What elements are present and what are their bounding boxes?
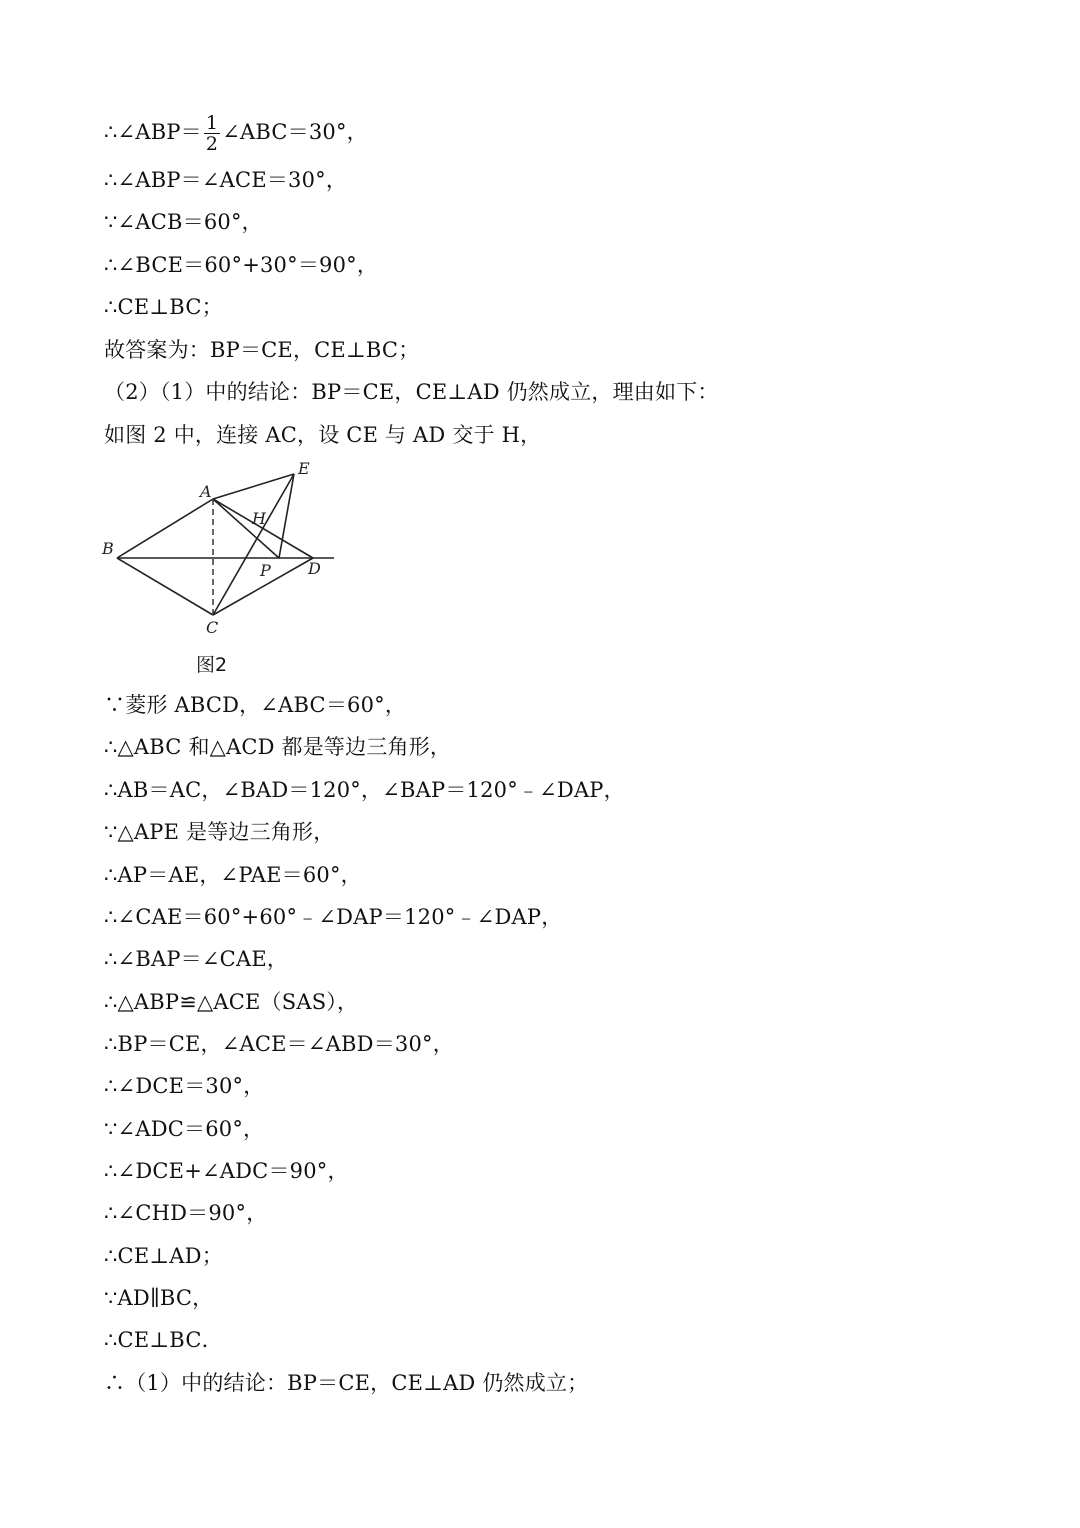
segment-ab: [117, 499, 213, 558]
label-b: B: [102, 539, 114, 558]
answer-line: 故答案为：BP＝CE，CE⊥BC；: [104, 338, 420, 362]
proof-line-adc: ∵∠ADC＝60°，: [104, 1117, 265, 1141]
proof-line-parallel: ∵AD∥BC，: [104, 1286, 214, 1310]
proof-line-5: ∴CE⊥BC；: [104, 295, 223, 319]
proof-conclusion: ∴（1）中的结论：BP＝CE，CE⊥AD 仍然成立；: [104, 1371, 589, 1395]
segment-bc: [117, 558, 213, 615]
label-a: A: [200, 482, 212, 501]
part-2-heading: （2）（1）中的结论：BP＝CE，CE⊥AD 仍然成立，理由如下：: [104, 380, 719, 404]
proof-line-rhombus: ∵菱形 ABCD，∠ABC＝60°，: [104, 693, 407, 717]
proof-line-bap-cae: ∴∠BAP＝∠CAE，: [104, 947, 289, 971]
proof-line-ab-ac: ∴AB＝AC，∠BAD＝120°，∠BAP＝120°﹣∠DAP，: [104, 778, 625, 802]
figure-intro-line: 如图 2 中，连接 AC，设 CE 与 AD 交于 H，: [104, 423, 542, 447]
proof-line-1: [104, 113, 368, 154]
label-d: D: [308, 559, 321, 578]
proof-line-ape: ∵△APE 是等边三角形，: [104, 820, 335, 844]
geometry-figure: [96, 452, 346, 642]
proof-line-ap-ae: ∴AP＝AE，∠PAE＝60°，: [104, 863, 362, 887]
proof-line-equilateral: ∴△ABC 和△ACD 都是等边三角形，: [104, 735, 452, 759]
fraction-numerator: 1: [205, 112, 219, 134]
proof-line-ce-bc: ∴CE⊥BC．: [104, 1328, 223, 1352]
proof-line-1-prefix: ∴∠ABP＝: [104, 120, 202, 144]
proof-line-3: ∵∠ACB＝60°，: [104, 210, 263, 234]
proof-line-congruent: ∴△ABP≌△ACE（SAS），: [104, 990, 359, 1014]
fraction-denominator: 2: [205, 133, 219, 155]
proof-line-chd: ∴∠CHD＝90°，: [104, 1201, 268, 1225]
label-c: C: [206, 618, 219, 637]
proof-line-cae: ∴∠CAE＝60°+60°﹣∠DAP＝120°﹣∠DAP，: [104, 905, 563, 929]
figure-caption: 图2: [196, 654, 228, 676]
proof-line-ce-ad: ∴CE⊥AD；: [104, 1244, 223, 1268]
proof-line-1-suffix: ∠ABC＝30°，: [222, 120, 368, 144]
label-p: P: [260, 561, 271, 580]
proof-line-dce: ∴∠DCE＝30°，: [104, 1074, 265, 1098]
label-h: H: [252, 509, 266, 528]
label-e: E: [298, 459, 310, 478]
proof-line-2: ∴∠ABP＝∠ACE＝30°，: [104, 168, 348, 192]
segment-ap: [213, 499, 279, 558]
fraction-one-half: [204, 113, 220, 154]
proof-line-4: ∴∠BCE＝60°+30°＝90°，: [104, 253, 379, 277]
proof-line-sum: ∴∠DCE+∠ADC＝90°，: [104, 1159, 349, 1183]
proof-line-bp-ce: ∴BP＝CE，∠ACE＝∠ABD＝30°，: [104, 1032, 454, 1056]
